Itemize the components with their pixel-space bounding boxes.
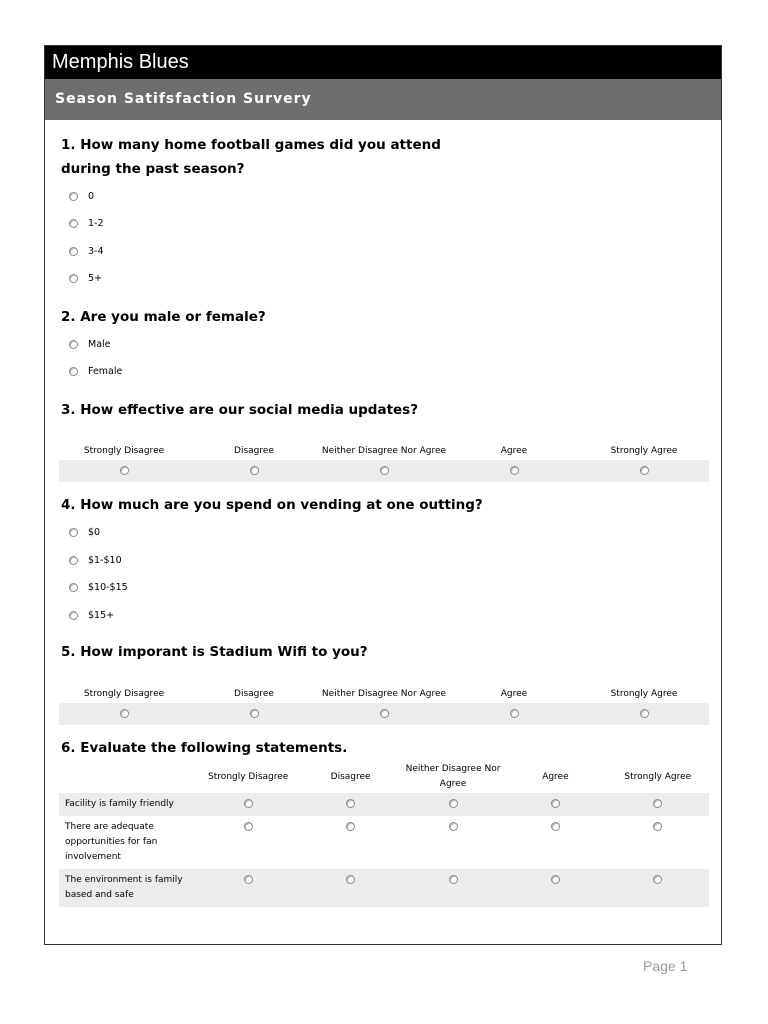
question-5-title: 5. How imporant is Stadium Wifi to you?: [61, 644, 368, 660]
survey-frame: [44, 45, 722, 945]
q4-option-10-15[interactable]: $10-$15: [69, 582, 128, 593]
matrix-radio[interactable]: [653, 799, 662, 808]
matrix-header: Strongly Disagree Disagree Neither Disagree Nor Agree Agree Strongly Agree: [208, 764, 692, 789]
matrix-radio[interactable]: [346, 875, 355, 884]
q4-option-1-10[interactable]: $1-$10: [69, 555, 122, 566]
radio-button[interactable]: [69, 340, 78, 349]
q3-radio-disagree[interactable]: [250, 466, 259, 475]
survey-title: Memphis Blues: [45, 46, 721, 79]
survey-subtitle: Season Satifsfaction Survery: [45, 79, 721, 120]
q2-option-male[interactable]: Male: [69, 339, 111, 350]
q1-option-5plus[interactable]: 5+: [69, 273, 102, 284]
matrix-row: Facility is family friendly: [59, 793, 709, 816]
matrix-row: The environment is family based and safe: [59, 869, 709, 907]
q4-option-0[interactable]: $0: [69, 527, 100, 538]
matrix-radio[interactable]: [449, 799, 458, 808]
radio-button[interactable]: [69, 556, 78, 565]
radio-button[interactable]: [69, 583, 78, 592]
matrix-radio[interactable]: [551, 822, 560, 831]
matrix-radio[interactable]: [551, 799, 560, 808]
matrix-radio[interactable]: [244, 875, 253, 884]
matrix-row: There are adequate opportunities for fan involvement: [59, 816, 709, 869]
radio-button[interactable]: [69, 528, 78, 537]
q5-radio-strongly-disagree[interactable]: [120, 709, 129, 718]
question-2-title: 2. Are you male or female?: [61, 309, 266, 325]
question-4-title: 4. How much are you spend on vending at one outting?: [61, 497, 483, 513]
q1-option-3-4[interactable]: 3-4: [69, 246, 104, 257]
question-3-title: 3. How effective are our social media updates?: [61, 402, 419, 418]
question-6-title: 6. Evaluate the following statements.: [61, 740, 348, 756]
radio-button[interactable]: [69, 247, 78, 256]
q3-likert-scale: Strongly Disagree Disagree Neither Disagree Nor Agree Agree Strongly Agree: [59, 446, 709, 482]
q5-likert-scale: Strongly Disagree Disagree Neither Disagree Nor Agree Agree Strongly Agree: [59, 689, 709, 725]
q1-option-0[interactable]: 0: [69, 191, 94, 202]
radio-button[interactable]: [69, 274, 78, 283]
q1-option-1-2[interactable]: 1-2: [69, 218, 104, 229]
matrix-radio[interactable]: [449, 822, 458, 831]
q3-radio-strongly-agree[interactable]: [640, 466, 649, 475]
q4-option-15plus[interactable]: $15+: [69, 610, 114, 621]
page-number: Page 1: [643, 958, 688, 974]
q5-radio-strongly-agree[interactable]: [640, 709, 649, 718]
q5-radio-neither[interactable]: [380, 709, 389, 718]
q3-radio-agree[interactable]: [510, 466, 519, 475]
q3-radio-strongly-disagree[interactable]: [120, 466, 129, 475]
q3-radio-neither[interactable]: [380, 466, 389, 475]
matrix-radio[interactable]: [551, 875, 560, 884]
radio-button[interactable]: [69, 367, 78, 376]
question-1-title: 1. How many home football games did you attend during the past season?: [61, 137, 441, 177]
q5-radio-agree[interactable]: [510, 709, 519, 718]
matrix-radio[interactable]: [244, 799, 253, 808]
q2-option-female[interactable]: Female: [69, 366, 122, 377]
radio-button[interactable]: [69, 219, 78, 228]
matrix-radio[interactable]: [346, 822, 355, 831]
matrix-radio[interactable]: [653, 875, 662, 884]
radio-button[interactable]: [69, 192, 78, 201]
radio-button[interactable]: [69, 611, 78, 620]
matrix-radio[interactable]: [653, 822, 662, 831]
matrix-radio[interactable]: [346, 799, 355, 808]
matrix-radio[interactable]: [244, 822, 253, 831]
q6-matrix: [59, 761, 709, 907]
q5-radio-disagree[interactable]: [250, 709, 259, 718]
matrix-radio[interactable]: [449, 875, 458, 884]
